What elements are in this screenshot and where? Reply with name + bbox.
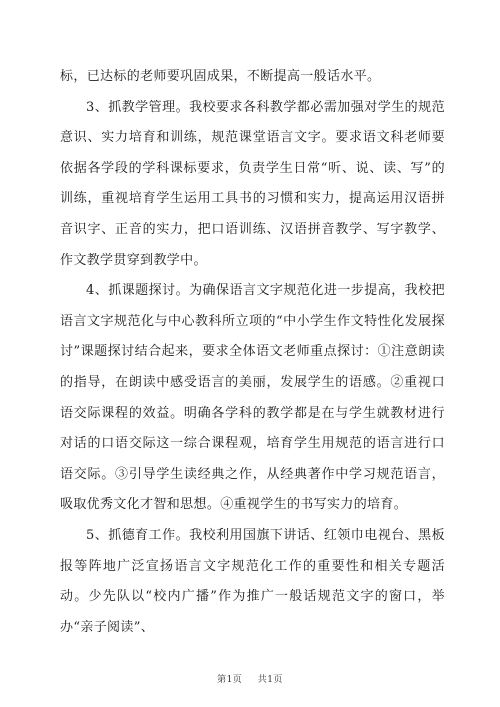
page-footer	[0, 672, 500, 685]
paragraph-research-topic: 4、抓课题探讨。为确保语言文字规范化进一步提高，我校把语言文字规范化与中心教科所立项的“中小学生作文特性化发展探讨”课题探讨结合起来，要求全体语文老师重点探讨：①注意朗读的指导，在朗读中感受语言的美丽，发展学生的语感。②重视口语交际课程的效益。明确各学科的教学都是在与学生就教材进行对话的口语交际这一综合课程观，培育学生用规范的语言进行口语交际。③引导学生读经典之作，从经典著作中学习规范语言，吸取优秀文化才智和思想。④重视学生的书写实力的培育。	[60, 283, 445, 513]
paragraph-continuation: 标，已达标的老师要巩固成果，不断提高一般话水平。	[60, 69, 381, 84]
page-number: 第1页	[217, 675, 243, 685]
document-body	[60, 62, 445, 643]
page-total: 共1页	[257, 675, 283, 685]
paragraph-teaching-management: 3、抓教学管理。我校要求各科教学都必需加强对学生的规范意识、实力培育和训练，规范课堂语言文字。要求语文科老师要依据各学段的学科课标要求，负责学生日常“听、说、读、写”的训练，重视培育学生运用工具书的习惯和实力，提高运用汉语拼音识字、正音的实力，把口语训练、汉语拼音教学、写字教学、作文教学贯穿到教学中。	[60, 99, 445, 268]
paragraph-moral-education: 5、抓德育工作。我校利用国旗下讲话、红领巾电视台、黑板报等阵地广泛宣扬语言文字规范化工作的重要性和相关专题活动。少先队以“校内广播”作为推广一般话规范文字的窗口，举办“亲子阅读”、	[60, 527, 445, 635]
